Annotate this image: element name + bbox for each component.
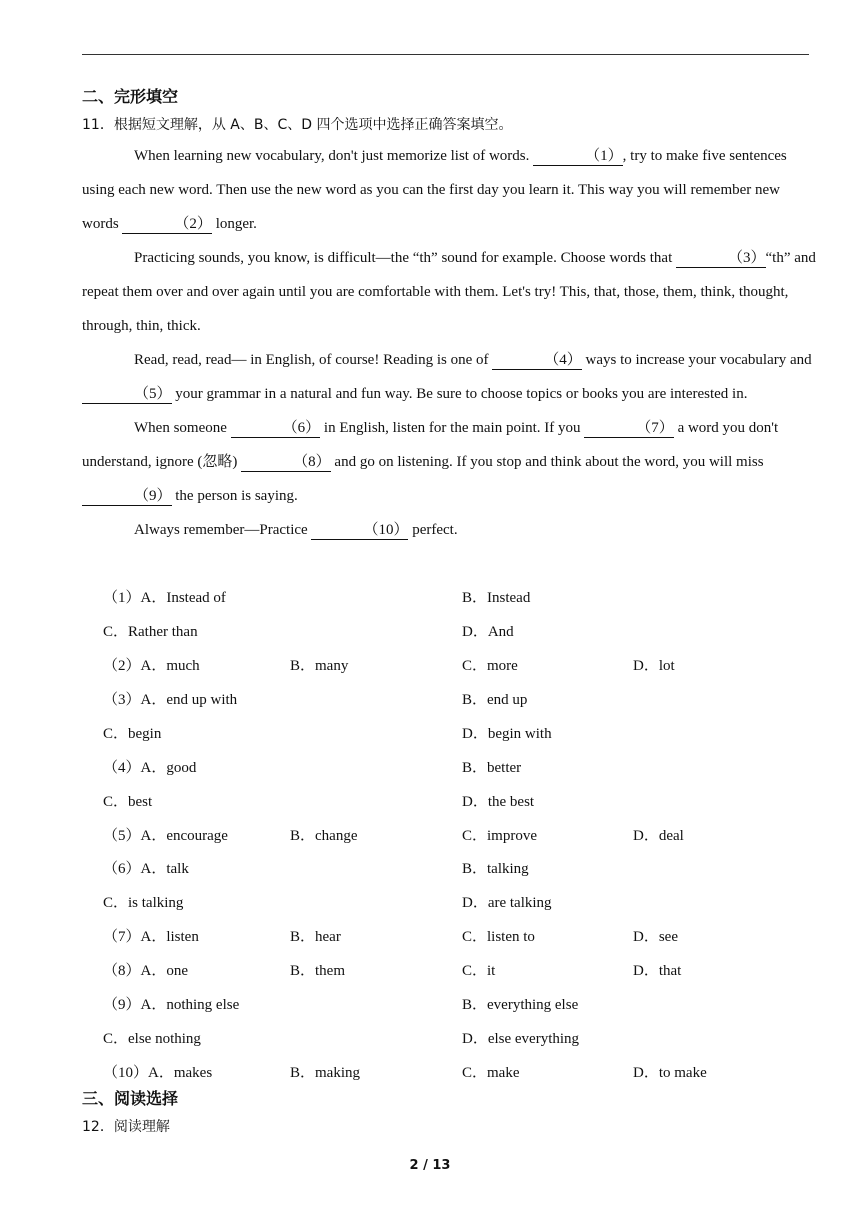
- option-4-d: D．the best: [462, 794, 535, 810]
- passage-text: , try to make five sentences using each new word. Then use the new word as you can the first day you learn it. This way you will remember new words: [82, 148, 787, 232]
- option-10-d: D．to make: [633, 1065, 707, 1081]
- option-3-a: （3）A．end up with: [103, 692, 238, 708]
- option-1-a: （1）A．Instead of: [103, 590, 226, 606]
- option-8-b: B．them: [290, 963, 345, 979]
- passage-text: When someone: [134, 420, 231, 436]
- option-10-b: B．making: [290, 1065, 360, 1081]
- option-8-a: （8）A．one: [103, 963, 188, 979]
- option-1-c: C．Rather than: [103, 624, 198, 640]
- question-instruction: 阅读理解: [113, 1119, 170, 1135]
- option-3-d: D．begin with: [462, 726, 552, 742]
- option-3-b: B．end up: [462, 692, 528, 708]
- passage-text: in English, listen for the main point. If you: [320, 420, 585, 436]
- blank-5: （5）: [82, 385, 172, 404]
- blank-7: （7）: [584, 419, 674, 438]
- section-heading-reading: 三、阅读选择: [82, 1089, 179, 1108]
- question-number: 12．: [82, 1119, 114, 1135]
- option-1-d: D．And: [462, 624, 514, 640]
- passage-text: the person is saying.: [171, 488, 298, 504]
- question-11-prompt: [82, 114, 512, 134]
- option-4-c: C．best: [103, 794, 153, 810]
- option-6-d: D．are talking: [462, 895, 552, 911]
- option-8-c: C．it: [462, 963, 496, 979]
- passage-text: Read, read, read— in English, of course! Reading is one of: [134, 352, 493, 368]
- passage-text: a word you don't understand, ignore (忽略): [82, 420, 779, 470]
- option-8-d: D．that: [633, 963, 682, 979]
- option-7-d: D．see: [633, 929, 678, 945]
- passage-text: ways to increase your vocabulary and: [581, 352, 812, 368]
- passage-text: your grammar in a natural and fun way. Be sure to choose topics or books you are interested in.: [171, 386, 748, 402]
- passage-text: “th” and repeat them over and over again until you are comfortable with them. Let's try! This, that, those, them, think, thought, through, thin, thick.: [82, 250, 816, 334]
- section-heading-cloze: 二、完形填空: [82, 87, 179, 106]
- option-9-b: B．everything else: [462, 997, 579, 1013]
- option-9-c: C．else nothing: [103, 1031, 201, 1047]
- option-2-d: D．lot: [633, 658, 675, 674]
- option-3-c: C．begin: [103, 726, 162, 742]
- option-5-c: C．improve: [462, 828, 537, 844]
- blank-1: （1）: [533, 147, 623, 166]
- blank-2: （2）: [122, 215, 212, 234]
- page-number: 2 / 13: [409, 1158, 451, 1173]
- header-rule: [82, 54, 809, 55]
- passage-text: Practicing sounds, you know, is difficult—the “th” sound for example. Choose words that: [134, 250, 676, 266]
- passage-text: and go on listening. If you stop and think about the word, you will miss: [330, 454, 764, 470]
- option-4-a: （4）A．good: [103, 760, 197, 776]
- blank-9: （9）: [82, 487, 172, 506]
- question-instruction: 根据短文理解，从 A、B、C、D 四个选项中选择正确答案填空。: [113, 117, 513, 133]
- question-12-prompt: [82, 1116, 170, 1136]
- passage: [82, 139, 817, 547]
- passage-text: longer.: [211, 216, 257, 232]
- option-5-d: D．deal: [633, 828, 684, 844]
- passage-paragraph-2: [82, 241, 817, 343]
- option-9-d: D．else everything: [462, 1031, 580, 1047]
- passage-text: perfect.: [408, 522, 458, 538]
- option-7-a: （7）A．listen: [103, 929, 199, 945]
- question-number: 11．: [82, 117, 114, 133]
- option-4-b: B．better: [462, 760, 522, 776]
- passage-paragraph-3: [82, 343, 817, 411]
- option-5-a: （5）A．encourage: [103, 828, 228, 844]
- passage-paragraph-1: [82, 139, 817, 241]
- passage-text: Always remember—Practice: [134, 522, 312, 538]
- option-2-c: C．more: [462, 658, 518, 674]
- option-6-a: （6）A．talk: [103, 861, 189, 877]
- blank-8: （8）: [241, 453, 331, 472]
- option-1-b: B．Instead: [462, 590, 531, 606]
- option-9-a: （9）A．nothing else: [103, 997, 240, 1013]
- passage-text: When learning new vocabulary, don't just memorize list of words.: [134, 148, 534, 164]
- option-6-c: C．is talking: [103, 895, 184, 911]
- option-5-b: B．change: [290, 828, 358, 844]
- option-10-a: （10）A．makes: [103, 1065, 213, 1081]
- blank-10: （10）: [311, 521, 408, 540]
- blank-6: （6）: [231, 419, 321, 438]
- blank-3: （3）: [676, 249, 766, 268]
- passage-paragraph-5: [82, 513, 817, 547]
- option-7-c: C．listen to: [462, 929, 535, 945]
- option-7-b: B．hear: [290, 929, 341, 945]
- blank-4: （4）: [492, 351, 582, 370]
- passage-paragraph-4: [82, 411, 817, 513]
- option-2-b: B．many: [290, 658, 349, 674]
- option-2-a: （2）A．much: [103, 658, 200, 674]
- option-10-c: C．make: [462, 1065, 520, 1081]
- option-6-b: B．talking: [462, 861, 529, 877]
